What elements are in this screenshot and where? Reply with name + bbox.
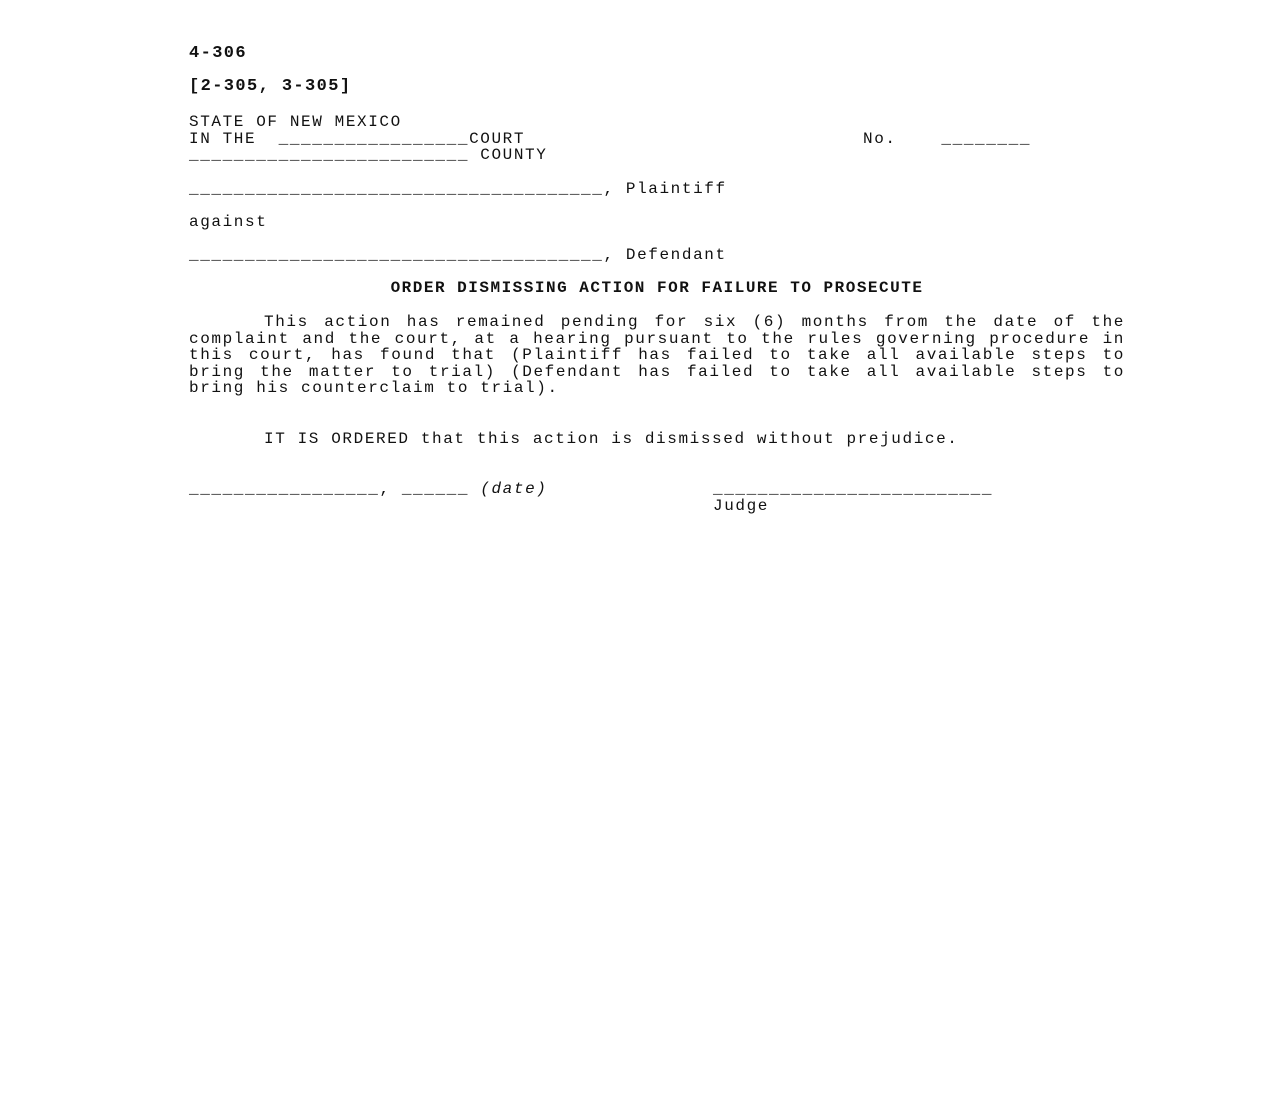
judge-label: Judge xyxy=(713,497,770,515)
defendant-name-blank[interactable]: _____________________________________ xyxy=(189,246,604,264)
order-paragraph-1 xyxy=(189,314,1125,397)
judge-signature-blank[interactable]: _________________________ xyxy=(713,480,994,498)
date-blank[interactable]: ______ xyxy=(401,480,470,498)
defendant-line xyxy=(189,247,727,264)
order-paragraph-2 xyxy=(189,431,1125,448)
court-name-blank[interactable]: _________________ xyxy=(278,130,470,148)
order-title: ORDER DISMISSING ACTION FOR FAILURE TO PROSECUTE xyxy=(390,279,924,297)
rule-number: 4-306 xyxy=(189,44,248,63)
paragraph-2-text: IT IS ORDERED that this action is dismissed without prejudice. xyxy=(264,430,959,448)
defendant-label: , Defendant xyxy=(603,246,727,264)
place-comma: , xyxy=(379,480,391,498)
plaintiff-label: , Plaintiff xyxy=(603,180,727,198)
related-rules: [2-305, 3-305] xyxy=(189,77,352,96)
county-label: COUNTY xyxy=(480,146,548,164)
in-the-label: IN THE xyxy=(189,130,257,148)
plaintiff-name-blank[interactable]: _____________________________________ xyxy=(189,180,604,198)
court-label: COURT xyxy=(469,130,526,148)
county-line xyxy=(189,147,547,164)
county-name-blank[interactable]: _________________________ xyxy=(189,146,470,164)
case-number-label: No. xyxy=(863,130,897,148)
plaintiff-line xyxy=(189,181,727,198)
place-blank[interactable]: _________________ xyxy=(189,480,380,498)
against-label: against xyxy=(189,213,268,231)
case-number-blank[interactable]: ________ xyxy=(941,130,1032,148)
paragraph-1-text: This action has remained pending for six (6) months from the date of the complaint and the court, at a hearing pursuant to the rules governing procedure in this court, has found that (Plaintiff has failed to take all available steps to bring the matter to trial) (Defendant has failed to take all available steps to bring his counterclaim to trial). xyxy=(189,313,1125,397)
date-signature-line xyxy=(189,481,547,498)
state-heading: STATE OF NEW MEXICO xyxy=(189,113,402,131)
date-label: (date) xyxy=(480,480,548,498)
case-number xyxy=(863,131,1031,148)
